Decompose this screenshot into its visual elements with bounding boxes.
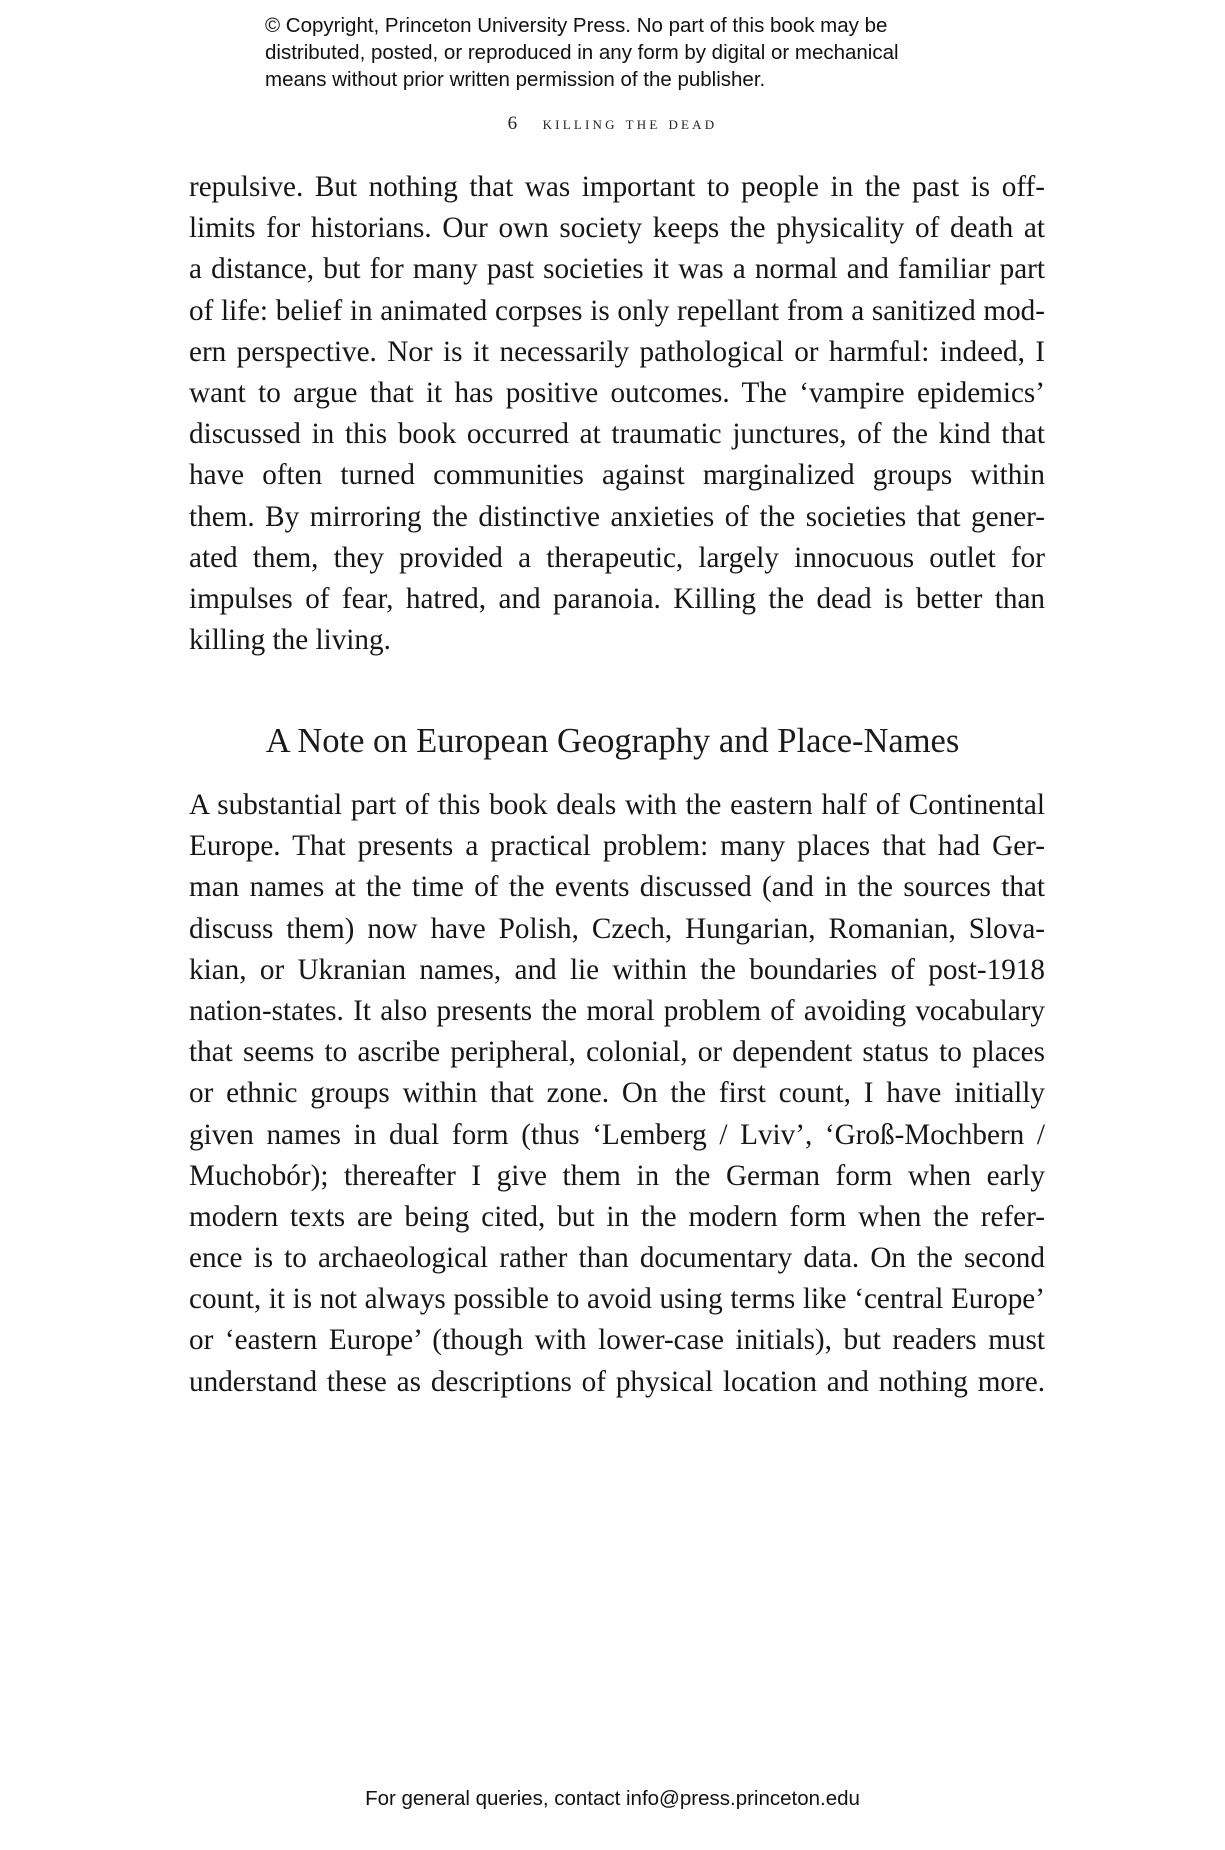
text-line: want to argue that it has positive outcomes. The ‘vampire epidemics’ bbox=[189, 376, 1045, 409]
text-line: discussed in this book occurred at traumatic junctures, of the kind that bbox=[189, 418, 1045, 451]
text-line: them. By mirroring the distinctive anxieties of the societies that gener- bbox=[189, 500, 1045, 533]
text-line: repulsive. But nothing that was important to people in the past is off- bbox=[189, 171, 1045, 203]
footer-contact: For general queries, contact info@press.princeton.edu bbox=[365, 1787, 860, 1810]
text-line: of life: belief in animated corpses is only repellant from a sanitized mod- bbox=[189, 294, 1045, 327]
running-head-title: killing the dead bbox=[542, 113, 718, 134]
text-line: count, it is not always possible to avoid using terms like ‘central Europe’ bbox=[189, 1283, 1045, 1316]
text-line: ern perspective. Nor is it necessarily pathological or harmful: indeed, I bbox=[189, 335, 1045, 368]
text-line: Europe. That presents a practical problem: many places that had Ger- bbox=[189, 830, 1045, 863]
text-line: A substantial part of this book deals with the eastern half of Continental bbox=[189, 789, 1045, 821]
copyright-line: distributed, posted, or reproduced in any form by digital or mechanical bbox=[265, 41, 899, 64]
body-paragraph-2 bbox=[189, 785, 1045, 1403]
text-line: or ‘eastern Europe’ (though with lower-case initials), but readers must bbox=[189, 1324, 1045, 1357]
copyright-line: means without prior written permission of the publisher. bbox=[265, 68, 766, 91]
text-line: that seems to ascribe peripheral, colonial, or dependent status to places bbox=[189, 1036, 1045, 1069]
text-line: nation-states. It also presents the moral problem of avoiding vocabulary bbox=[189, 994, 1045, 1027]
running-head bbox=[0, 113, 1225, 135]
text-line: kian, or Ukranian names, and lie within the boundaries of post-1918 bbox=[189, 953, 1045, 986]
text-line: given names in dual form (thus ‘Lemberg / Lviv’, ‘Groß-Mochbern / bbox=[189, 1118, 1045, 1151]
text-line: killing the living. bbox=[189, 624, 391, 657]
text-line: man names at the time of the events discussed (and in the sources that bbox=[189, 871, 1045, 904]
text-line: or ethnic groups within that zone. On the first count, I have initially bbox=[189, 1077, 1045, 1110]
text-line: impulses of fear, hatred, and paranoia. Killing the dead is better than bbox=[189, 582, 1045, 615]
page-number: 6 bbox=[507, 113, 518, 134]
text-line: limits for historians. Our own society keeps the physicality of death at bbox=[189, 212, 1045, 245]
text-line: ence is to archaeological rather than documentary data. On the second bbox=[189, 1242, 1045, 1275]
text-line: modern texts are being cited, but in the modern form when the refer- bbox=[189, 1200, 1045, 1233]
text-line: discuss them) now have Polish, Czech, Hungarian, Romanian, Slova- bbox=[189, 912, 1045, 945]
text-line: have often turned communities against marginalized groups within bbox=[189, 459, 1045, 492]
body-paragraph-1 bbox=[189, 167, 1045, 661]
copyright-notice bbox=[265, 12, 1025, 93]
copyright-line: © Copyright, Princeton University Press. No part of this book may be bbox=[265, 14, 888, 37]
text-line: understand these as descriptions of physical location and nothing more. bbox=[189, 1365, 1045, 1398]
section-heading: A Note on European Geography and Place-Names bbox=[265, 722, 960, 760]
text-line: ated them, they provided a therapeutic, largely innocuous outlet for bbox=[189, 541, 1045, 574]
text-line: a distance, but for many past societies it was a normal and familiar part bbox=[189, 253, 1045, 286]
text-line: Muchobór); thereafter I give them in the German form when early bbox=[189, 1159, 1045, 1192]
